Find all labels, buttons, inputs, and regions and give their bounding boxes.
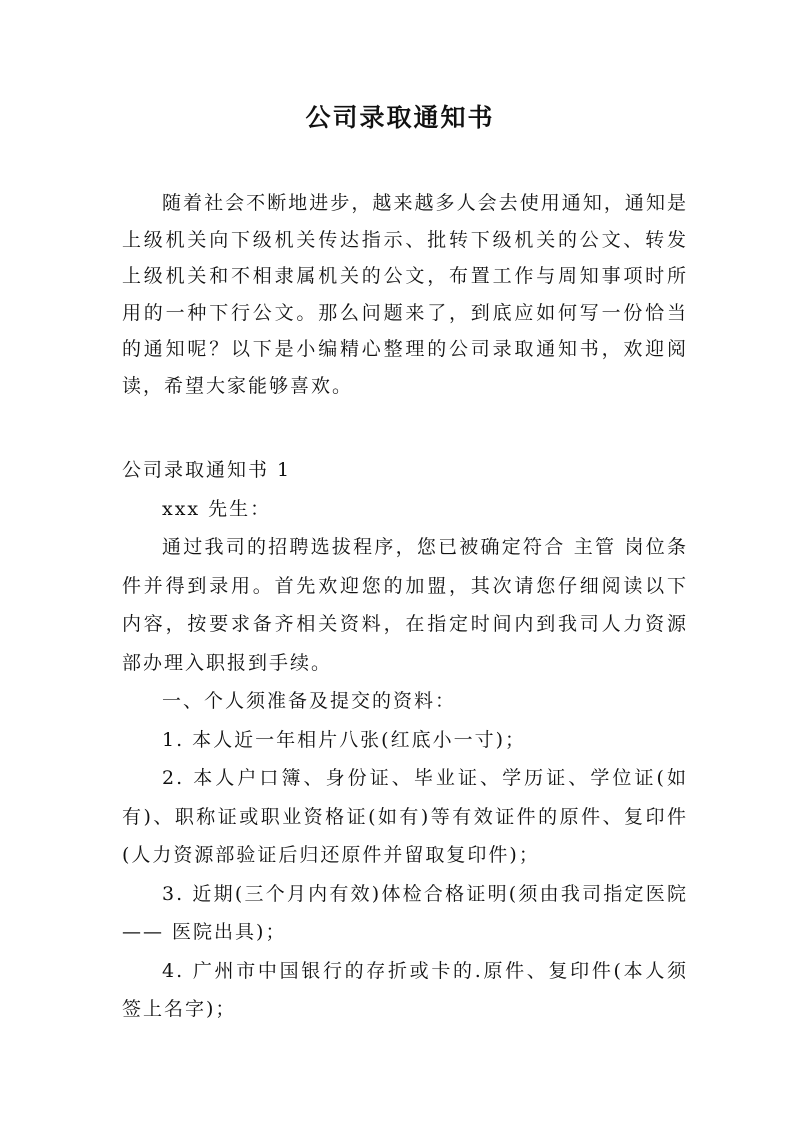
list-item: 1. 本人近一年相片八张(红底小一寸)； (162, 728, 526, 751)
list-item: 4. 广州市中国银行的存折或卡的.原件、复印件(本人须签上名字)； (122, 959, 688, 1020)
letter-body (122, 451, 688, 1029)
intro-paragraph: 随着社会不断地进步，越来越多人会去使用通知，通知是上级机关向下级机关传达指示、批转下级机关的公文、转发上级机关和不相隶属机关的公文，布置工作与周知事项时所用的一种下行公文。那么问题来了，到底应如何写一份恰当的通知呢？以下是小编精心整理的公司录取通知书，欢迎阅读，希望大家能够喜欢。 (122, 192, 688, 397)
list-heading: 一、个人须准备及提交的资料： (162, 690, 457, 712)
section-heading: 公司录取通知书 1 (122, 459, 292, 481)
list-item: 2. 本人户口簿、身份证、毕业证、学历证、学位证(如有)、职称证或职业资格证(如有)等有效证件的原件、复印件(人力资源部验证后归还原件并留取复印件)； (122, 767, 688, 866)
body-paragraph: 通过我司的招聘选拔程序，您已被确定符合 主管 岗位条件并得到录用。首先欢迎您的加盟，其次请您仔细阅读以下内容，按要求备齐相关资料，在指定时间内到我司人力资源部办理入职报到手续。 (122, 536, 688, 674)
greeting: xxx 先生： (162, 497, 272, 520)
list-item: 3. 近期(三个月内有效)体检合格证明(须由我司指定医院—— 医院出具)； (122, 882, 688, 943)
document-title: 公司录取通知书 (305, 103, 495, 132)
